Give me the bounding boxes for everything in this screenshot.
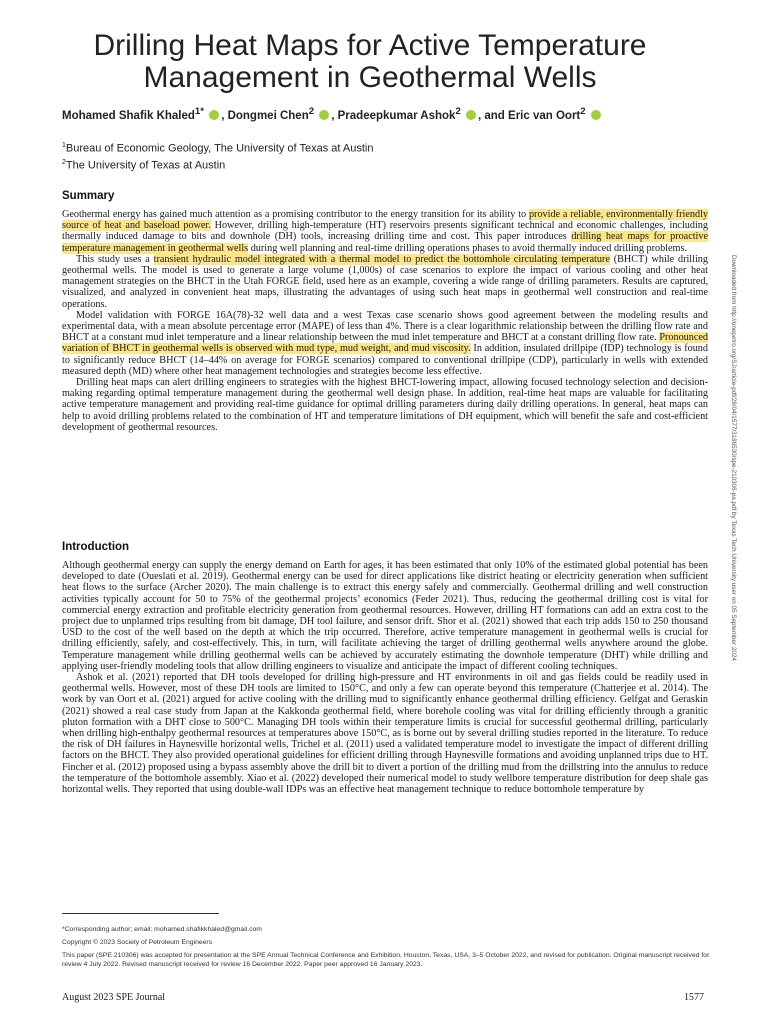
introduction-heading: Introduction: [62, 541, 130, 553]
highlight: drilling heat maps for proactive temperature management in geothermal wells: [62, 231, 708, 254]
highlight: provide a reliable, environmentally friendly source of heat and baseload power.: [62, 209, 709, 232]
highlight: transient hydraulic model integrated with a thermal model to predict the bottomhole circulating temperature: [153, 253, 610, 265]
author-affil-marker: 2: [455, 106, 461, 117]
journal-name: August 2023 SPE Journal: [62, 992, 166, 1003]
author-affil-marker: 2: [580, 106, 586, 117]
affiliation-marker: 1: [62, 142, 66, 149]
footnote-copyright: Copyright © 2023 Society of Petroleum Engineers: [62, 939, 213, 946]
orcid-icon[interactable]: [466, 110, 476, 120]
author-list: [62, 106, 712, 122]
introduction-body: [62, 560, 708, 795]
title-line-2: Management in Geothermal Wells: [143, 61, 597, 94]
summary-paragraph: Model validation with FORGE 16A(78)-32 well data and a west Texas case scenario shows good agreement between the modeling results and experimental data, with a mean absolute percentage error (MAPE) of less than 4%. There is a clear logarithmic relationship between the drilling flow rate and BHCT at a constant mud inlet temperature and a linear relationship between the mud inlet temperature and BHCT at a constant drilling flow rate. Pronounced variation of BHCT in geothermal wells is observed with mud type, mud weight, and mud viscosity. In addition, insulated drillpipe (IDP) technology is found to significantly reduce BHCT (14–44% on average for FORGE scenarios) compared to conventional drillpipe (CDP), particularly in wells with extended measured depth (MD) where other heat management technologies and strategies become less effective.: [62, 309, 708, 377]
page-number: 1577: [684, 992, 704, 1003]
footnote-rule: [62, 913, 219, 914]
affiliation-marker: 2: [62, 158, 66, 166]
summary-paragraph: Geothermal energy has gained much attention as a promising contributor to the energy transition for its ability to provide a reliable, environmentally friendly source of heat and baseload power. However, drilling high-temperature (HT) reservoirs presents significant technical and economic challenges, including thermally induced damage to bits and downhole (DH) tools, increasing drilling time and cost. This paper introduces drilling heat maps for proactive temperature management in geothermal wells during well planning and real-time drilling operations phases to avoid thermally induced drilling problems.: [62, 209, 709, 254]
author-name: Eric van Oort: [508, 109, 581, 122]
author-name: Mohamed Shafik Khaled: [62, 109, 195, 122]
author-affil-marker: 2: [308, 106, 315, 117]
intro-paragraph: Although geothermal energy can supply the energy demand on Earth for ages, it has been estimated that only 10% of the estimated global potential has been developed to date (Oueslati et al. 2019). Geothermal energy can be used for direct applications like district heating or electricity generation when sufficient heat flows to the surface (Archer 2020). The main challenge is to extract this energy safely and commercially. Geothermal drilling and well construction activities typically account for 50 to 75% of the geothermal projects’ economics (Feder 2021). Thus, reducing the geothermal drilling cost is vital for commercial energy extraction and profitable electricity generation from geothermal resources. However, drilling HT formations can add an extra cost to the project due to unplanned trips resulting from bit damage, DH tool failure, and sensor drift. Shor et al. (2021) showed that each trip adds 150 to 250 thousand USD to the cost of the well based on the depth at which the trip occurred. Therefore, active temperature management in geothermal wells is crucial for drilling efficiently, safely, and cost-effectively. This, in turn, will facilitate achieving the target of drilling geothermal wells anywhere around the globe. Temperature management while drilling geothermal wells can be achieved by accurately estimating the downhole temperature (DHT) while drilling and applying user-friendly modeling tools that allow drilling engineers to visualize and anticipate the impact of different cooling techniques.: [62, 560, 708, 672]
summary-heading: Summary: [62, 190, 115, 202]
footnote-corresponding: *Corresponding author; email: mohamed.shafikkhaled@gmail.com: [62, 926, 262, 933]
affiliation-text: The University of Texas at Austin: [65, 159, 226, 172]
author-affil-marker: 1*: [194, 106, 204, 117]
summary-paragraph: This study uses a transient hydraulic model integrated with a thermal model to predict the bottomhole circulating temperature (BHCT) while drilling geothermal wells. The model is used to generate a large volume (1,000s) of case scenarios to explore the impact of various cooling and other heat management strategies on the BHCT in the Utah FORGE field, used here as an example, covering a wide range of drilling parameters. Results are captured, visualized, and analyzed in convenient heat maps, illustrating the advantages of using such heat maps in geothermal well construction and real-time operations.: [62, 253, 708, 310]
author-separator: , and: [478, 109, 509, 122]
download-notice-text: Downloaded from http://onepetro.org/SJ/article-pdf/28/04/1577/3186530/spe-210306-pa.pdf by Texas Tech University user on 05 September 2024: [730, 255, 737, 661]
download-notice: [725, 255, 739, 975]
title-line-1: Drilling Heat Maps for Active Temperature: [93, 29, 647, 62]
author-name: Pradeepkumar Ashok: [337, 109, 456, 122]
intro-paragraph: Ashok et al. (2021) reported that DH tools developed for drilling high-pressure and HT environments in oil and gas fields could be readily used in geothermal wells. However, most of these DH tools are limited to 150°C, and only a few can operate beyond this temperature (Chatterjee et al. 2014). The work by van Oort et al. (2021) argued for active cooling with the drilling mud to significantly enhance geothermal drilling efficiency. Gelfgat and Geraskin (2021) showed a real case study from Japan at the Kakkonda geothermal field, where borehole cooling was vital for drilling efficiently through a granitic pluton formation with a DHT close to 500°C. Managing DH tools within their temperature limits is crucial for successful geothermal drilling, particularly when drilling high-enthalpy geothermal resources at temperatures above 150°C, as is borne out by several drilling studies reported in the literature. To reduce the risk of DH failures in Haynesville horizontal wells, Trichel et al. (2011) used a validated temperature model to investigate the impact of different drilling factors on the BHCT. They also provided operational guidelines for efficient drilling through Haynesville formations and avoiding unplanned trips due to HT. Fincher et al. (2012) proposed using a bypass assembly above the drill bit to divert a portion of the drilling mud from the drillstring into the annulus to reduce the temperature of the bottomhole assembly. Xiao et al. (2022) developed their numerical model to study wellbore temperature distribution for deep shale gas horizontal wells. They reported that using double-wall IDPs was an effective heat management technique to reduce bottomhole temperature by: [62, 672, 708, 796]
orcid-icon[interactable]: [591, 110, 601, 120]
author-name: Dongmei Chen: [227, 109, 309, 122]
author-separator: ,: [221, 109, 228, 122]
footnote-history: This paper (SPE 210306) was accepted for presentation at the SPE Annual Technical Conference and Exhibition, Houston, Texas, USA, 3–5 October 2022, and revised for publication. Original manuscript received for review 4 July 2022. Revised manuscript received for review 16 December 2022. Paper peer approved 16 January 2023.: [62, 952, 710, 968]
affiliation: [62, 156, 373, 173]
highlight: Pronounced variation of BHCT in geothermal wells is observed with mud type, mud weight, and mud viscosity.: [62, 332, 708, 355]
affiliation-text: Bureau of Economic Geology, The University of Texas at Austin: [65, 142, 374, 155]
author-separator: ,: [331, 109, 338, 122]
paper-title: [30, 30, 710, 94]
affiliations: [62, 139, 373, 172]
orcid-icon[interactable]: [319, 110, 329, 120]
orcid-icon[interactable]: [209, 110, 219, 120]
summary-body: [62, 209, 708, 433]
affiliation: [62, 139, 373, 156]
summary-paragraph: Drilling heat maps can alert drilling engineers to strategies with the highest BHCT-lowering impact, allowing focused technology selection and decision-making regarding optimal temperature management during the geothermal well design phase. In addition, real-time heat maps are valuable for facilitating active temperature management and providing real-time guidance for optimal drilling parameters during daily drilling operations. In general, heat maps can help to avoid drilling problems related to the combination of HT and temperature limitations of DH equipment, which will benefit the safe and cost-efficient development of geothermal resources.: [62, 377, 708, 433]
